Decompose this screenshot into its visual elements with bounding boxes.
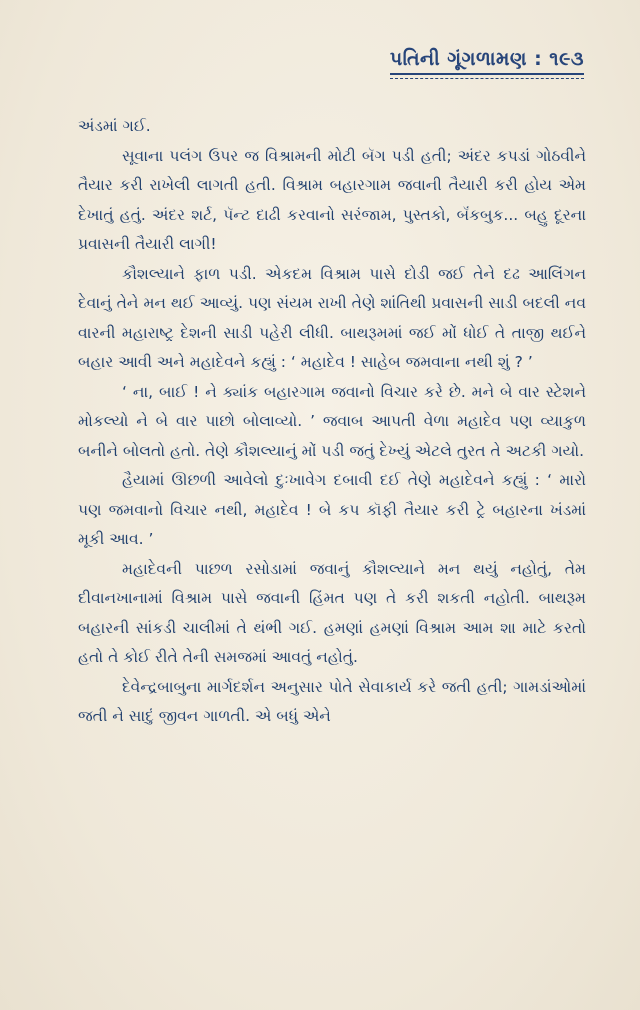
paragraph: ‘ ના, બાઈ ! ને ક્યાંક બહારગામ જવાનો વિચાર કરે છે. મને બે વાર સ્ટેશને મોકલ્યો ને બે વાર પાછો બોલાવ્યો. ’ જવાબ આપતી વેળા મહાદેવ પણ વ્યાકુળ બનીને બોલતો હતો. તેણે કૌશલ્યાનું મોં પડી જતું દેખ્યું એટલે તુરત તે અટકી ગયો. — [78, 382, 586, 460]
paragraph: હૈયામાં ઊછળી આવેલો દુઃખાવેગ દબાવી દઈ તેણે મહાદેવને કહ્યું : ‘ મારો પણ જમવાનો વિચાર નથી, મહાદેવ ! બે કપ કૉફી તૈયાર કરી ટ્રે બહારના ખંડમાં મૂકી આવ. ’ — [78, 471, 586, 548]
paragraph: મહાદેવની પાછળ રસોડામાં જવાનું કૌશલ્યાને મન થયું નહોતું, તેમ દીવાનખાનામાં વિશ્રામ પાસે જવાની હિંમત પણ તે કરી શકતી નહોતી. બાથરૂમ બહારની સાંકડી ચાલીમાં તે થંભી ગઈ. હમણાં હમણાં વિશ્રામ આમ શા માટે કરતો હતો તે કોઈ રીતે તેની સમજમાં આવતું નહોતું. — [78, 559, 586, 666]
paragraph: દેવેન્દ્રબાબુના માર્ગદર્શન અનુસાર પોતે સેવાકાર્ય કરે જતી હતી; ગામડાંઓમાં જતી ને સાદું જીવન ગાળતી. એ બધું એને — [78, 677, 586, 725]
body-text — [78, 112, 586, 732]
paragraph: સૂવાના પલંગ ઉપર જ વિશ્રામની મોટી બૅગ પડી હતી; અંદર કપડાં ગોઠવીને તૈયાર કરી રાખેલી લાગતી હતી. વિશ્રામ બહારગામ જવાની તૈયારી કરી હોય એમ દેખાતું હતું. અંદર શર્ટ, પૅન્ટ દાઢી કરવાનો સરંજામ, પુસ્તકો, બૅંકબુક... બહુ દૂરના પ્રવાસની તૈયારી લાગી! — [78, 146, 586, 253]
running-head-underline — [390, 78, 584, 79]
running-head — [390, 48, 584, 75]
paragraph: અંડમાં ગઈ. — [78, 117, 151, 135]
paragraph: કૌશલ્યાને ફાળ પડી. એકદમ વિશ્રામ પાસે દોડી જઈ તેને દઢ આલિંગન દેવાનું તેને મન થઈ આવ્યું. પણ સંયમ રાખી તેણે શાંતિથી પ્રવાસની સાડી બદલી નવ વારની મહારાષ્ટ્ર દેશની સાડી પહેરી લીધી. બાથરૂમમાં જઈ મોં ધોઈ તે તાજી થઈને બહાર આવી અને મહાદેવને કહ્યું : ‘ મહાદેવ ! સાહેબ જમવાના નથી શું ? ’ — [78, 264, 586, 371]
running-head-text: પતિની ગૂંગળામણ : ૧૯૩ — [389, 48, 584, 70]
